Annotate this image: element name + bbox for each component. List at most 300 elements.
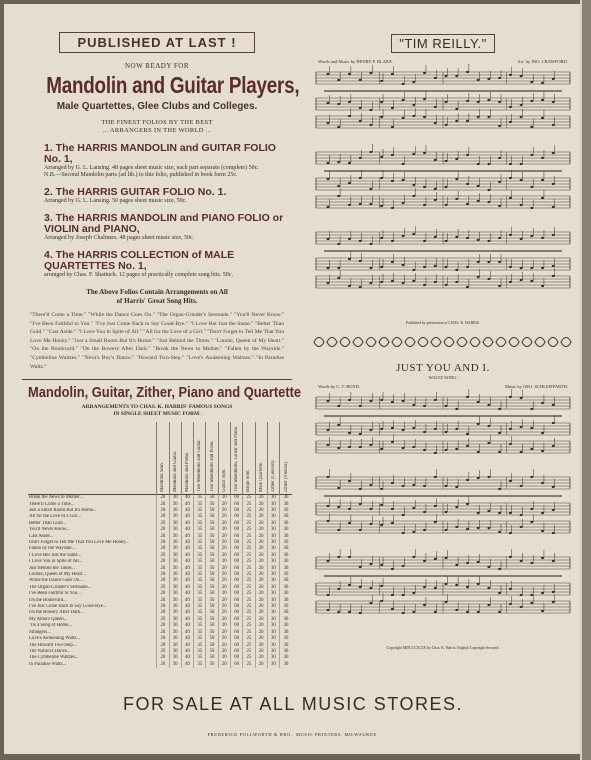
price-cell: 20 [218, 540, 230, 546]
note-head [423, 604, 426, 606]
price-cell: 20 [255, 585, 267, 591]
price-cell: 25 [243, 553, 255, 559]
price-cell: 25 [243, 572, 255, 578]
price-cell: 30 [280, 617, 292, 623]
lyric-line [324, 495, 562, 497]
folio-note: N.B.—Second Mandolin parts (ad lib.) to this folio, published in book form 25c. [44, 172, 238, 178]
note-head [455, 506, 458, 508]
note-head [412, 184, 415, 186]
note-head [477, 527, 480, 529]
note-head [520, 606, 523, 608]
arrange-line-1: ARRANGEMENTS TO CHAS. K. HARRIS' FAMOUS SONGS [81, 404, 233, 411]
note-head [487, 201, 490, 203]
note-head [552, 601, 555, 603]
table-column-header [243, 422, 255, 495]
note-head [445, 529, 448, 531]
table-column-header [206, 422, 218, 495]
note-head [466, 586, 469, 588]
price-cell: 40 [181, 572, 193, 578]
note-head [552, 265, 555, 267]
note-head [477, 276, 480, 278]
note-head [391, 401, 394, 403]
note-head [498, 261, 501, 263]
note-head [391, 280, 394, 282]
note-head [348, 285, 351, 287]
price-cell: 30 [267, 662, 279, 668]
price-cell: 50 [206, 572, 218, 578]
price-cell: 20 [157, 617, 169, 623]
price-cell: 20 [218, 604, 230, 610]
price-cell: 20 [255, 559, 267, 565]
price-cell: 25 [243, 578, 255, 584]
note-head [498, 451, 501, 453]
price-cell: 20 [218, 546, 230, 552]
note-head [487, 116, 490, 118]
note-head [530, 602, 533, 604]
price-cell: 40 [181, 655, 193, 661]
price-cell: 50 [206, 591, 218, 597]
price-cell: 30 [280, 630, 292, 636]
price-cell: 25 [243, 546, 255, 552]
note-head [348, 204, 351, 206]
price-cell: 35 [194, 546, 206, 552]
price-cell: 20 [157, 502, 169, 508]
sheet-page [4, 4, 582, 754]
note-head [423, 284, 426, 286]
table-row [28, 662, 292, 668]
price-cell: 30 [280, 623, 292, 629]
note-head [445, 240, 448, 242]
price-cell: 25 [243, 566, 255, 572]
section-divider [22, 379, 292, 380]
right-column [312, 34, 574, 650]
price-cell: 40 [181, 610, 193, 616]
price-cell: 35 [194, 585, 206, 591]
note-head [337, 529, 340, 531]
table-column-header [169, 422, 181, 495]
note-head [487, 604, 490, 606]
note-head [391, 73, 394, 75]
note-head [434, 476, 437, 478]
note-head [541, 450, 544, 452]
price-cell: 30 [267, 604, 279, 610]
column-header-label: Male Quartette. [258, 462, 264, 493]
note-head [348, 446, 351, 448]
price-cell: 35 [194, 521, 206, 527]
note-head [369, 400, 372, 402]
note-head [445, 405, 448, 407]
price-cell: 20 [255, 655, 267, 661]
price-cell: 25 [243, 598, 255, 604]
note-head [498, 611, 501, 613]
note-head [402, 565, 405, 567]
price-cell: 40 [181, 585, 193, 591]
note-head [541, 285, 544, 287]
note-head [369, 243, 372, 245]
price-cell: 30 [280, 610, 292, 616]
note-head [552, 486, 555, 488]
folio-list [22, 143, 292, 279]
price-cell: 20 [255, 636, 267, 642]
price-cell: 20 [218, 578, 230, 584]
note-head [477, 116, 480, 118]
note-head [391, 126, 394, 128]
price-cell: 25 [243, 540, 255, 546]
song-title-cell: There'll Come a Time... [29, 501, 75, 507]
price-cell: 20 [218, 559, 230, 565]
price-cell: 30 [169, 572, 181, 578]
price-cell: 40 [181, 566, 193, 572]
note-head [541, 592, 544, 594]
price-cell: 25 [243, 662, 255, 668]
price-cell: 30 [280, 559, 292, 565]
note-head [552, 234, 555, 236]
price-cell: 35 [194, 598, 206, 604]
price-cell: 30 [267, 508, 279, 514]
price-cell: 30 [267, 566, 279, 572]
note-head [541, 432, 544, 434]
price-cell: 20 [255, 553, 267, 559]
price-cell: 50 [206, 559, 218, 565]
note-head [530, 448, 533, 450]
note-head [445, 160, 448, 162]
price-cell: 50 [206, 527, 218, 533]
note-head [487, 476, 490, 478]
price-cell: 20 [255, 662, 267, 668]
note-head [487, 278, 490, 280]
note-head [369, 523, 372, 525]
price-cell: 40 [181, 598, 193, 604]
column-header-label: Mandolin and Guitar. [172, 450, 178, 493]
headline: Mandolin and Guitar Players, [46, 72, 300, 98]
note-head [434, 611, 437, 613]
ornament-swirl [431, 338, 441, 347]
note-head [348, 522, 351, 524]
note-head [520, 116, 523, 118]
note-head [520, 485, 523, 487]
price-cell: 50 [206, 521, 218, 527]
song-title-cell: You'll Never Know... [29, 527, 70, 533]
note-head [552, 445, 555, 447]
price-cell: 50 [206, 495, 218, 502]
note-head [434, 159, 437, 161]
note-head [369, 508, 372, 510]
price-cell: 30 [267, 540, 279, 546]
folio-title: 1. The HARRIS MANDOLIN and GUITAR FOLIO No. 1, [44, 142, 276, 165]
note-head [509, 266, 512, 268]
note-head [509, 106, 512, 108]
price-cell: 25 [243, 630, 255, 636]
price-cell: 30 [280, 572, 292, 578]
note-head [359, 612, 362, 614]
ornament-swirl [366, 338, 376, 347]
note-head [487, 99, 490, 101]
note-head [348, 432, 351, 434]
note-head [477, 423, 480, 425]
price-cell: 30 [280, 585, 292, 591]
note-head [498, 432, 501, 434]
note-head [541, 99, 544, 101]
note-head [487, 189, 490, 191]
price-cell: 20 [255, 604, 267, 610]
table-column-header [230, 422, 242, 495]
song-title-cell: The Cymbeline Waltzes... [29, 655, 79, 661]
price-cell: 20 [255, 514, 267, 520]
song-title-cell: Just a Small Room But It's Home... [29, 507, 97, 513]
note-head [520, 104, 523, 106]
note-head [498, 568, 501, 570]
note-head [530, 594, 533, 596]
note-head [391, 180, 394, 182]
note-head [412, 507, 415, 509]
price-cell: 40 [181, 591, 193, 597]
note-head [466, 71, 469, 73]
note-head [466, 479, 469, 481]
note-head [552, 152, 555, 154]
note-head [445, 75, 448, 77]
price-cell: 30 [267, 502, 279, 508]
price-cell: 20 [218, 630, 230, 636]
note-head [520, 279, 523, 281]
lyric-line [324, 170, 562, 172]
price-cell: 40 [181, 540, 193, 546]
note-head [520, 179, 523, 181]
note-head [509, 396, 512, 398]
note-head [520, 560, 523, 562]
price-cell: 35 [194, 572, 206, 578]
song-title-cell: 'Tis a Song of Home... [29, 623, 72, 629]
note-head [348, 556, 351, 558]
note-head [359, 177, 362, 179]
note-head [380, 177, 383, 179]
price-cell: 60 [230, 617, 242, 623]
note-head [359, 107, 362, 109]
song-title-cell: I've Been Faithful to You... [29, 591, 81, 597]
price-cell: 30 [267, 546, 279, 552]
note-head [434, 521, 437, 523]
note-head [552, 404, 555, 406]
price-cell: 25 [243, 585, 255, 591]
note-head [498, 181, 501, 183]
note-head [509, 177, 512, 179]
note-head [348, 73, 351, 75]
note-head [552, 183, 555, 185]
price-cell: 20 [157, 604, 169, 610]
note-head [412, 446, 415, 448]
note-head [337, 161, 340, 163]
price-cell: 60 [230, 495, 242, 502]
note-head [359, 79, 362, 81]
price-cell: 30 [267, 643, 279, 649]
price-cell: 30 [169, 617, 181, 623]
note-head [391, 522, 394, 524]
note-head [477, 512, 480, 514]
price-cell: 50 [206, 643, 218, 649]
note-head [337, 588, 340, 590]
note-head [477, 79, 480, 81]
note-head [359, 566, 362, 568]
price-cell: 35 [194, 540, 206, 546]
price-cell: 30 [267, 585, 279, 591]
tim-publishers: Published by permission of CHAS. K. HARRIS. [406, 321, 480, 325]
note-head [498, 101, 501, 103]
price-cell: 20 [218, 610, 230, 616]
note-head [434, 505, 437, 507]
price-cell: 25 [243, 495, 255, 502]
note-head [530, 508, 533, 510]
note-head [466, 203, 469, 205]
note-head [552, 275, 555, 277]
song-hits-list: "There'll Come a Time." "While the Dance Goes On." "The Organ-Grinder's Serenade." "You'll Never Know." "I've Been Faithful to You." "I've Just Come Back to Say Good-Bye." "I Love Her Just the Same." "Better Than Gold." "Cast Aside." "I Love You in Spite of All." "All for the Love of a Girl." "Don't Forget to Tell Me That You Love Me Honey." "Just a Small Room But It's Home." "Just Behind the Times." "Lonnie, Queen of My Heart." "On the Boulevard." "On the Bowery After Dark." "Break the News to Mother." "Fallen by the Wayside." "Cymbeline Waltzes." "Neva's Boy's Dance." "Howard Two-Step." "Love's Awakening Waltzes." "In Paradise Waltz." [30, 312, 284, 370]
note-head [541, 267, 544, 269]
note-head [423, 485, 426, 487]
price-cell: 35 [194, 649, 206, 655]
price-cell: 40 [181, 559, 193, 565]
lyric-line [324, 575, 562, 577]
ornament-swirl [392, 338, 402, 347]
price-cell: 30 [280, 521, 292, 527]
song-title-cell: The Organ-Grinder's Serenade... [29, 584, 92, 590]
note-head [520, 75, 523, 77]
folio-detail: Arranged by G. L. Lansing. 50 pages sheet music size, 50c. [44, 198, 187, 204]
note-head [337, 424, 340, 426]
note-head [380, 281, 383, 283]
price-cell: 20 [157, 553, 169, 559]
note-head [541, 402, 544, 404]
ornament-swirl [561, 338, 571, 347]
note-head [466, 562, 469, 564]
note-head [402, 532, 405, 534]
price-cell: 60 [230, 521, 242, 527]
note-head [541, 482, 544, 484]
price-cell: 35 [194, 559, 206, 565]
note-head [520, 204, 523, 206]
price-cell: 30 [280, 534, 292, 540]
price-cell: 20 [157, 514, 169, 520]
price-cell: 35 [194, 630, 206, 636]
note-head [498, 531, 501, 533]
price-cell: 60 [230, 578, 242, 584]
note-head [509, 556, 512, 558]
note-head [552, 206, 555, 208]
note-head [520, 526, 523, 528]
price-cell: 20 [157, 655, 169, 661]
price-cell: 60 [230, 643, 242, 649]
note-head [541, 610, 544, 612]
price-cell: 35 [194, 636, 206, 642]
ornament-swirl [496, 338, 506, 347]
note-head [455, 584, 458, 586]
ornament-swirl [522, 338, 532, 347]
price-cell: 20 [255, 630, 267, 636]
price-cell: 35 [194, 534, 206, 540]
price-cell: 60 [230, 662, 242, 668]
table-column-header [194, 422, 206, 495]
price-cell: 30 [267, 495, 279, 502]
price-cell: 20 [157, 572, 169, 578]
note-head [327, 505, 330, 507]
price-cell: 20 [157, 649, 169, 655]
price-cell: 20 [255, 578, 267, 584]
price-cell: 30 [267, 559, 279, 565]
price-cell: 20 [157, 630, 169, 636]
price-cell: 30 [267, 514, 279, 520]
note-head [327, 560, 330, 562]
note-head [477, 239, 480, 241]
note-head [434, 558, 437, 560]
note-head [402, 202, 405, 204]
price-cell: 30 [169, 514, 181, 520]
note-head [412, 404, 415, 406]
note-head [487, 566, 490, 568]
note-head [530, 427, 533, 429]
price-cell: 40 [181, 508, 193, 514]
note-head [487, 510, 490, 512]
note-head [530, 81, 533, 83]
price-cell: 25 [243, 617, 255, 623]
note-head [477, 583, 480, 585]
note-head [423, 431, 426, 433]
now-ready-text: NOW READY FOR [124, 62, 190, 70]
price-cell: 25 [243, 534, 255, 540]
price-cell: 20 [255, 540, 267, 546]
price-cell: 40 [181, 643, 193, 649]
price-cell: 60 [230, 540, 242, 546]
note-head [412, 269, 415, 271]
price-cell: 30 [169, 553, 181, 559]
just-you-and-i-score [312, 389, 574, 639]
note-head [327, 178, 330, 180]
price-table [28, 422, 292, 668]
note-head [391, 608, 394, 610]
note-head [487, 240, 490, 242]
note-head [423, 511, 426, 513]
note-head [487, 78, 490, 80]
note-head [423, 72, 426, 74]
note-head [402, 514, 405, 516]
price-cell: 30 [267, 591, 279, 597]
note-head [327, 609, 330, 611]
price-cell: 20 [255, 546, 267, 552]
note-head [348, 399, 351, 401]
price-cell: 40 [181, 495, 193, 502]
note-head [337, 487, 340, 489]
price-cell: 50 [206, 566, 218, 572]
note-head [327, 102, 330, 104]
arrange-line-2: IN SINGLE SHEET MUSIC FORM. [113, 411, 201, 418]
price-cell: 20 [157, 598, 169, 604]
note-head [509, 480, 512, 482]
note-head [455, 158, 458, 160]
note-head [391, 594, 394, 596]
note-head [348, 182, 351, 184]
arrangements-title: Mandolin, Guitar, Zither, Piano and Quartette [28, 384, 302, 402]
note-head [359, 529, 362, 531]
price-cell: 20 [255, 502, 267, 508]
price-cell: 30 [267, 598, 279, 604]
note-head [445, 431, 448, 433]
price-cell: 30 [169, 610, 181, 616]
note-head [380, 237, 383, 239]
note-head [466, 286, 469, 288]
note-head [337, 103, 340, 105]
note-head [402, 485, 405, 487]
note-head [530, 126, 533, 128]
folio-item [22, 250, 292, 279]
lyric-line [324, 250, 562, 252]
just-music-credit: Music by GEO. SCHLEIFFARTH. [504, 384, 568, 389]
price-cell: 25 [243, 502, 255, 508]
